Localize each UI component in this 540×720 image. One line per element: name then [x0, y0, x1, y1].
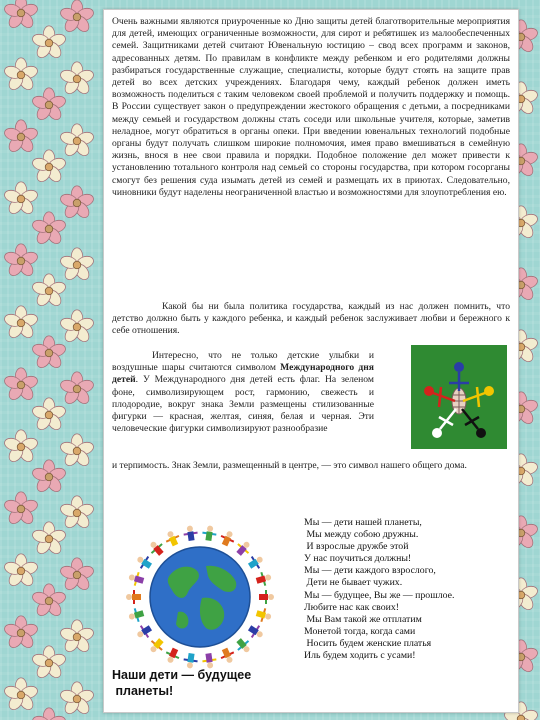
poem-line: Монетой тогда, когда сами	[304, 625, 416, 637]
flower-icon	[58, 184, 96, 222]
poem-line: И взрослые дружбе этой	[304, 541, 409, 553]
red-figure-icon	[424, 386, 455, 407]
flower-icon	[58, 680, 96, 718]
flower-icon	[58, 122, 96, 160]
child-figure-icon	[127, 570, 145, 588]
flower-icon	[58, 308, 96, 346]
child-figure-icon	[134, 552, 154, 572]
earth-globe-children-ring-icon	[118, 520, 282, 670]
child-figure-icon	[259, 590, 274, 604]
article-paragraph-3	[112, 350, 374, 435]
black-figure-icon	[462, 409, 486, 438]
child-figure-icon	[201, 525, 217, 542]
poem-line: Мы — будущее, Вы же — прошлое.	[304, 589, 455, 601]
flower-icon	[58, 432, 96, 470]
child-figure-icon	[126, 590, 141, 604]
article-paragraph-3-continuation: и терпимость. Знак Земли, размещенный в центре, — это символ нашего общего дома.	[112, 460, 467, 471]
paragraph-3-bold-term: Международного дня детей	[112, 362, 374, 386]
globe-illustration-svg	[118, 520, 282, 670]
caption-line-2: планеты!	[112, 684, 174, 698]
blue-figure-icon	[449, 362, 469, 391]
flower-icon	[58, 246, 96, 284]
child-figure-icon	[233, 538, 253, 559]
child-figure-icon	[146, 636, 166, 657]
paragraph-3-text-a: Интересно, что не только детские улыбки и воздушные шары считаются символом	[112, 350, 374, 374]
child-figure-icon	[218, 646, 237, 665]
article-paragraph-2: Какой бы ни была политика государства, каждый из нас должен помнить, что детство должно быть у каждого ребенка, и каждый ребенок заслуживает любви и бережного к себе отношения.	[112, 301, 510, 337]
child-figure-icon	[255, 606, 273, 624]
poem-line: Мы между собою дружны.	[304, 529, 419, 541]
children-day-flag-icon	[411, 345, 507, 449]
flower-icon	[58, 370, 96, 408]
poem-line: Мы — дети нашей планеты,	[304, 517, 422, 528]
yellow-figure-icon	[463, 386, 494, 407]
document-page	[103, 9, 519, 713]
caption-line-1: Наши дети — будущее	[112, 668, 252, 682]
flower-icon	[58, 60, 96, 98]
poem	[304, 517, 514, 662]
article-paragraph-1: Очень важными являются приуроченные ко Дню защиты детей благотворительные мероприятия для детей, имеющих ограниченные возможности, для сирот и ребятишек из малообеспеченных семей. Защитниками детей считают Ювенальную юстицию – свод всех программ и законов, адресованных детям. По правилам в конфликте между ребенком и его родителями должны разбираться государственные служащие, специалисты, которые будут стоять на защите прав детей во всех детских учреждениях. Благодаря чему, каждый ребенок должен иметь возможность поделиться с таким человеком своей проблемой и получить поддержку и помощь. В России существует закон о предупреждении жестокого обращения с детьми, а посредниками между семьей и государством должны стать соседи или школьные учителя, которые, заметив неладное, могут обратиться в органы опеки. При введении ювенальных технологий подобные органы будут получать слишком широкие полномочия, имея право вмешиваться в семейную жизнь, внося в нее свои правила и порядки. Подобное положение дел может привести к установлению тотального контроля над семьей со стороны государства, при котором госорганы смогут без решения суда изымать детей из семей и размещать их в приютах. Следовательно, чиновники будут наделены неограниченной властью и возможностями для злоупотребления ею.	[112, 16, 510, 198]
child-figure-icon	[163, 646, 182, 665]
poem-line: Дети не бывает чужих.	[304, 577, 403, 589]
caption	[112, 667, 302, 699]
child-figure-icon	[218, 529, 237, 548]
white-figure-icon	[432, 409, 456, 438]
poem-line: Мы Вам такой же отплатим	[304, 613, 422, 625]
flower-icon	[58, 618, 96, 656]
flower-icon	[58, 556, 96, 594]
flower-icon	[58, 494, 96, 532]
poem-line: Иль будем ходить с усами!	[304, 650, 416, 662]
flower-icon	[58, 0, 96, 36]
child-figure-icon	[246, 552, 266, 572]
child-figure-icon	[246, 622, 266, 642]
flag-emblem-svg	[411, 345, 507, 449]
child-figure-icon	[146, 538, 166, 559]
child-figure-icon	[163, 529, 182, 548]
child-figure-icon	[233, 636, 253, 657]
child-figure-icon	[127, 606, 145, 624]
child-figure-icon	[183, 525, 199, 542]
child-figure-icon	[134, 622, 154, 642]
left-flower-border	[0, 0, 100, 720]
poem-line: У нас поучиться должны!	[304, 553, 412, 565]
poem-line: Носить будем женские платья	[304, 637, 432, 649]
paragraph-3-text-b: . У Международного дня детей есть флаг. На зеленом фоне, символизирующем рост, гармонию, свежесть и плодородие, вокруг знака Земли размещены стилизованные фигурки — красная, желтая, синяя, белая и черная. Эти человеческие фигурки символизируют разнообразие	[112, 374, 374, 435]
poem-line: Любите нас как своих!	[304, 601, 400, 613]
child-figure-icon	[255, 570, 273, 588]
poem-line: Мы — дети каждого взрослого,	[304, 565, 436, 577]
